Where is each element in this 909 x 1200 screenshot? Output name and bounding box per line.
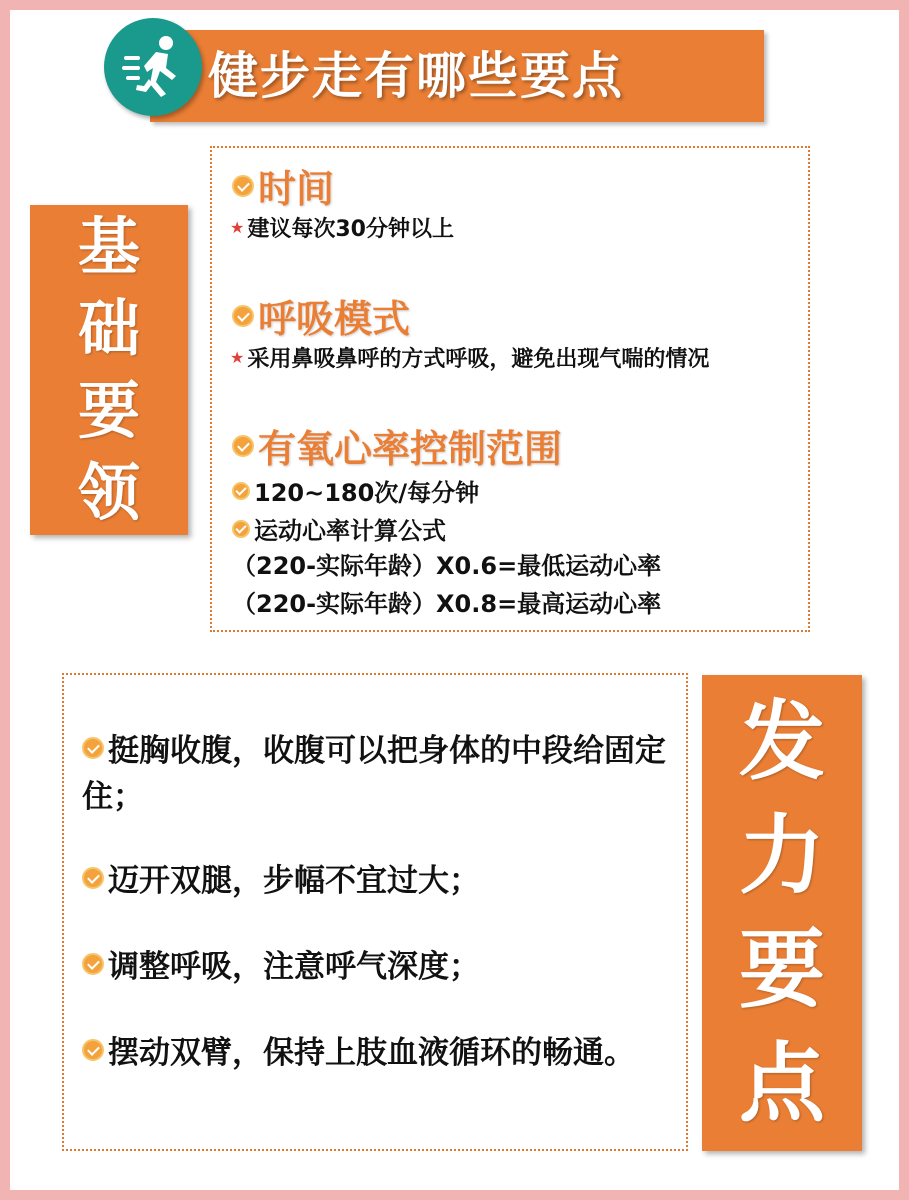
check-badge-icon <box>82 1039 104 1061</box>
check-badge-icon <box>232 305 254 327</box>
force-item-text: 摆动双臂，保持上肢血液循环的畅通。 <box>108 1035 635 1071</box>
basics-label-char: 要 <box>77 374 140 447</box>
force-label-block <box>702 675 862 1151</box>
force-label-char: 要 <box>739 920 825 1020</box>
check-badge-icon <box>232 520 250 538</box>
time-heading <box>232 158 334 213</box>
force-item <box>82 728 672 820</box>
basics-label-char: 基 <box>77 210 140 283</box>
force-item-text: 调整呼吸，注意呼气深度； <box>108 949 480 985</box>
force-item <box>82 944 672 990</box>
force-label-char: 发 <box>739 692 825 792</box>
formula-low: （220-实际年龄）X0.6=最低运动心率 <box>232 552 662 580</box>
heart-rate-range <box>232 473 479 508</box>
heart-rate-heading-text: 有氧心率控制范围 <box>258 427 563 471</box>
check-badge-icon <box>82 737 104 759</box>
breathing-note-text: 采用鼻吸鼻呼的方式呼吸，避免出现气喘的情况 <box>247 347 710 372</box>
time-heading-text: 时间 <box>258 167 335 211</box>
force-item-text: 迈开双腿，步幅不宜过大； <box>108 863 480 899</box>
check-badge-icon <box>232 175 254 197</box>
breathing-heading-text: 呼吸模式 <box>258 297 411 341</box>
breathing-heading <box>232 288 410 343</box>
basics-label-char: 础 <box>77 292 140 365</box>
force-label-char: 力 <box>739 806 825 906</box>
star-icon: ★ <box>230 348 245 367</box>
check-badge-icon <box>232 435 254 457</box>
breathing-note <box>230 342 709 373</box>
basics-label-char: 领 <box>77 456 140 529</box>
formula-high: （220-实际年龄）X0.8=最高运动心率 <box>232 590 662 618</box>
heart-rate-range-text: 120~180次/每分钟 <box>254 479 480 507</box>
force-item <box>82 858 672 904</box>
time-note <box>230 212 454 243</box>
time-note-text: 建议每次30分钟以上 <box>247 217 454 242</box>
page-title: 健步走有哪些要点 <box>208 47 624 105</box>
force-item-text: 挺胸收腹，收腹可以把身体的中段给固定住； <box>82 733 666 815</box>
runner-badge <box>104 18 202 116</box>
basics-label-block <box>30 205 188 535</box>
force-label-char: 点 <box>739 1034 825 1134</box>
formula-title <box>232 511 446 546</box>
check-badge-icon <box>232 482 250 500</box>
force-item <box>82 1030 672 1076</box>
star-icon: ★ <box>230 218 245 237</box>
check-badge-icon <box>82 867 104 889</box>
heart-rate-heading <box>232 418 562 473</box>
formula-title-text: 运动心率计算公式 <box>254 517 446 545</box>
check-badge-icon <box>82 953 104 975</box>
